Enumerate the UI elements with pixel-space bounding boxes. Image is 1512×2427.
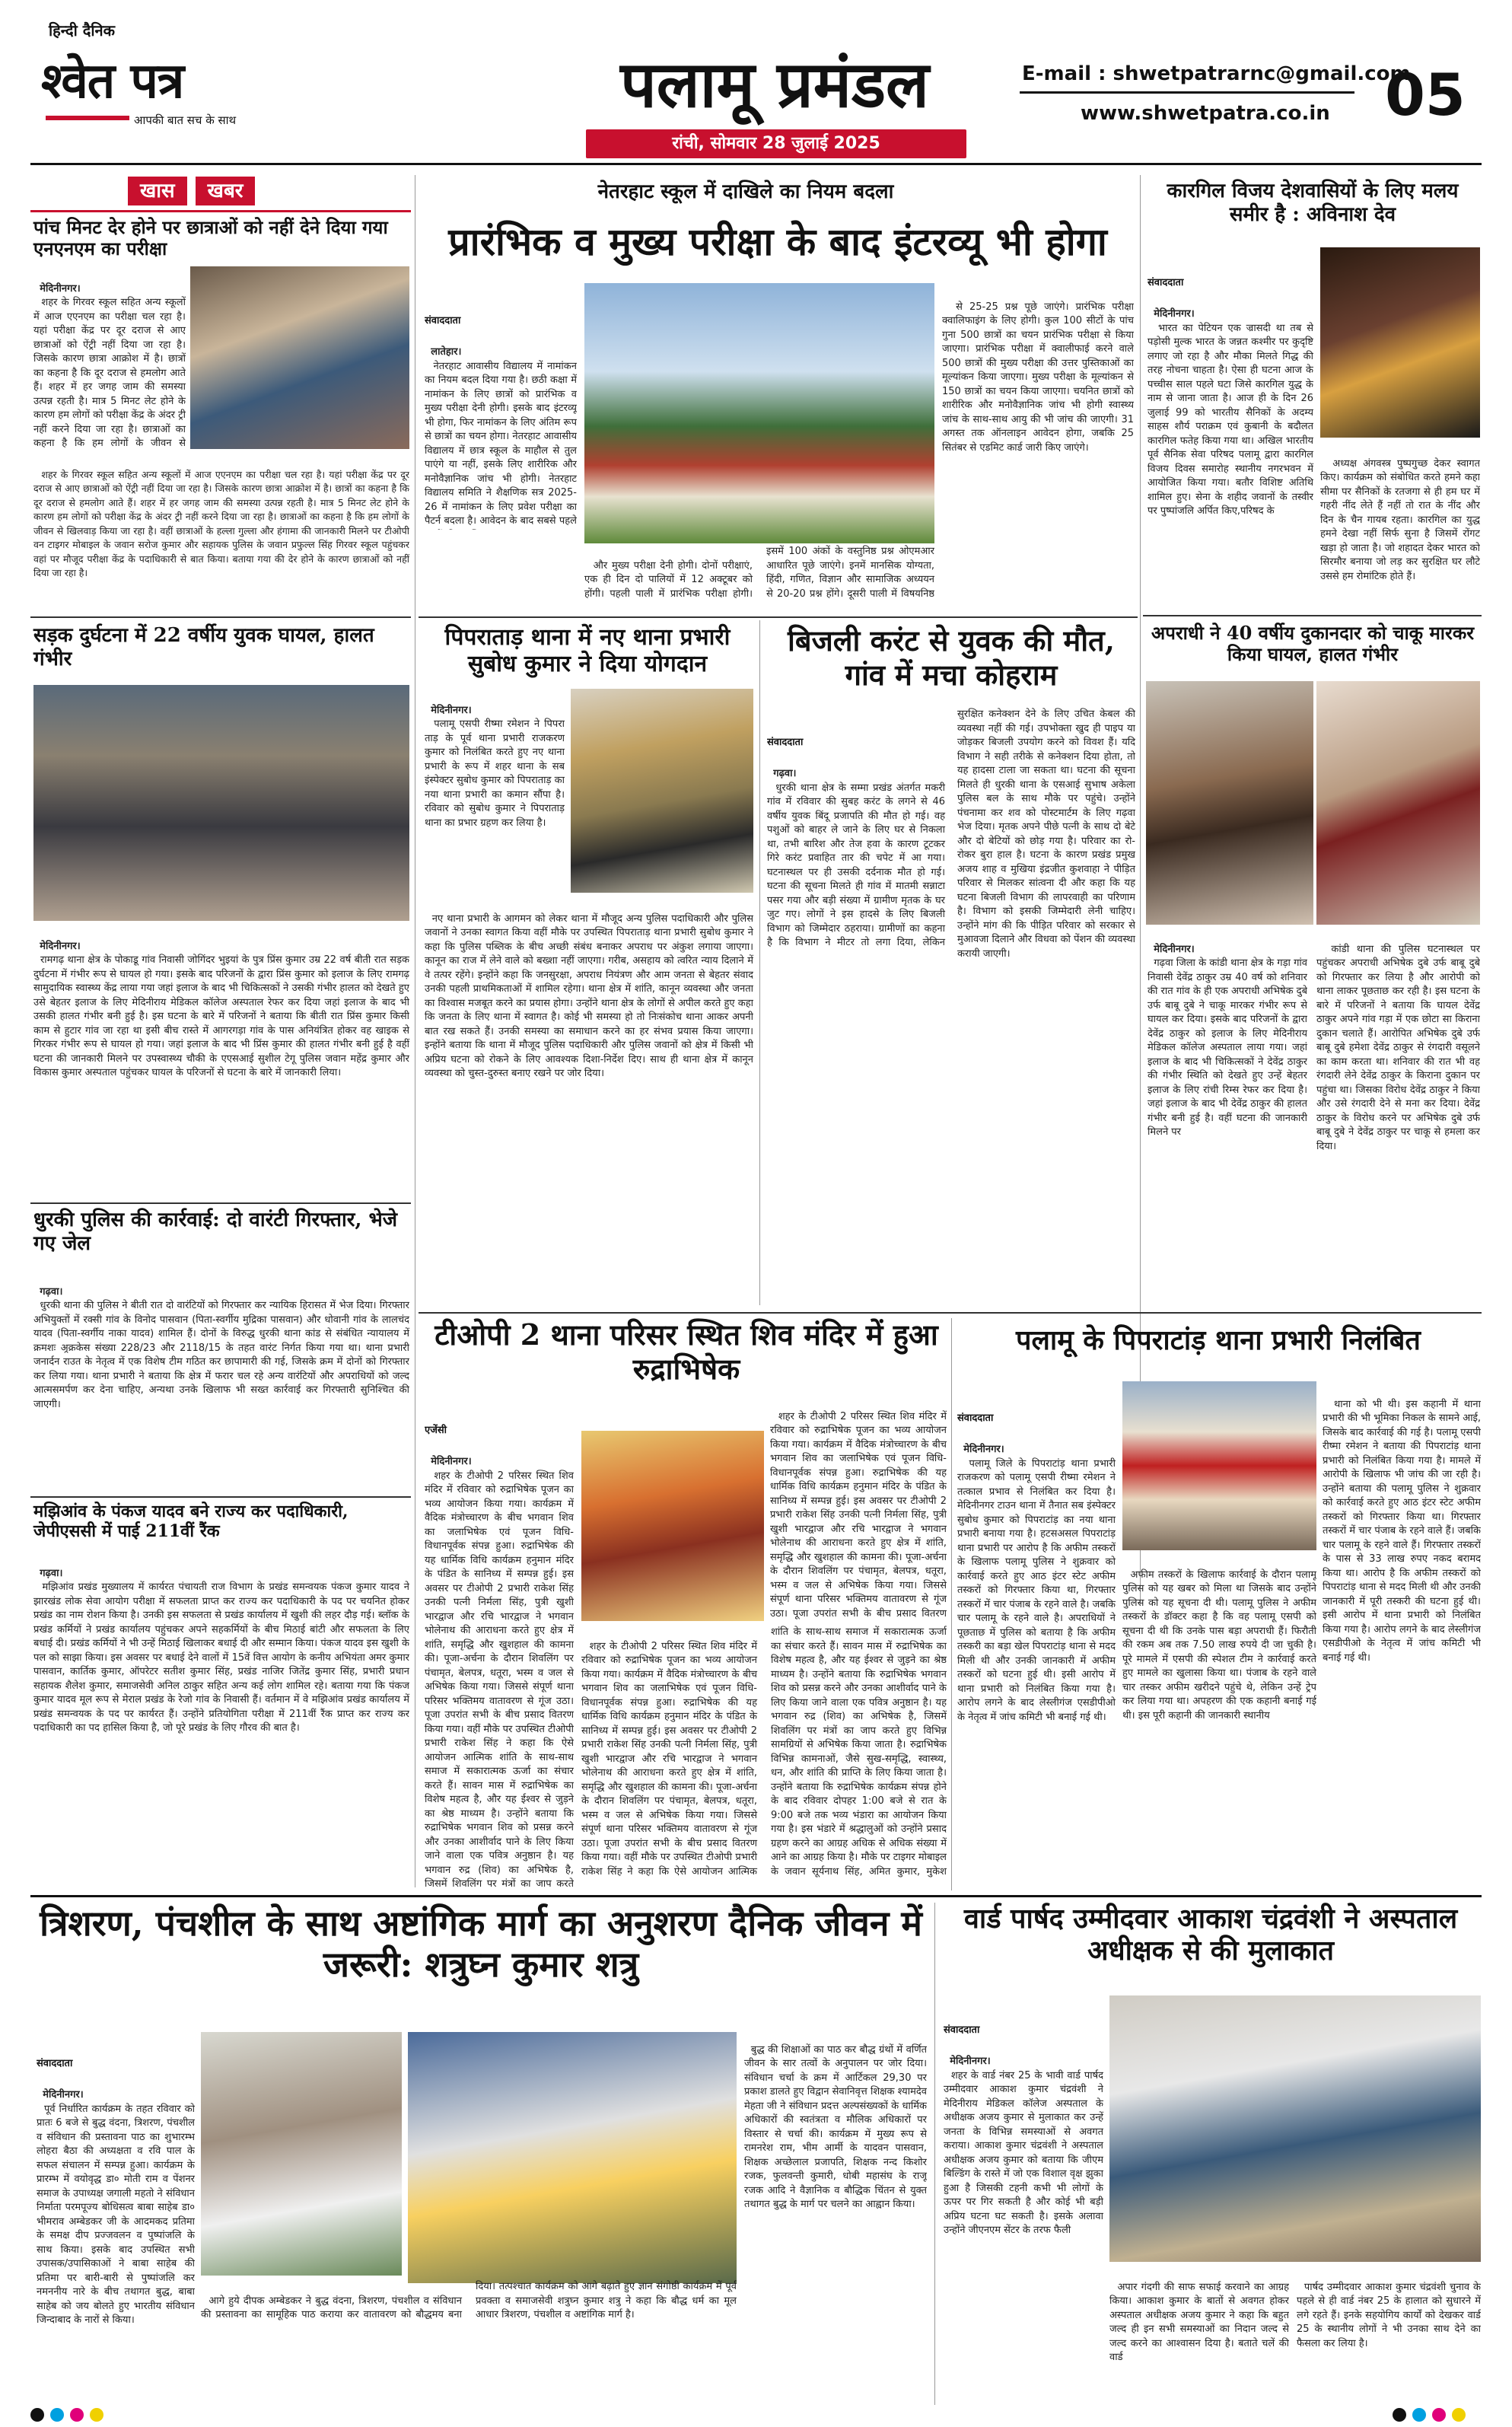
lead-dateline: लातेहार। <box>431 346 462 358</box>
date-bar <box>586 129 966 158</box>
reg-dot-yellow <box>90 2408 103 2422</box>
rule-s1 <box>30 616 411 618</box>
rule-kargil <box>1143 615 1482 616</box>
lead-text-left: नेतरहाट आवासीय विद्यालय में नामांकन का नियम बदल दिया गया है। छठी कक्षा में नामांकन के लिए छात्रों को प्रारंभिक व मुख्य परीक्षा देनी होगी। इसके बाद इंटरव्यू भी होगा, फिर नामांकन के लिए अंतिम रूप से छात्रों का चयन होगा। नेतरहाट आवासीय विद्यालय में छात्र स्कूल के माहौल से तुल पाएंगे या नहीं, इसके लिए शारीरिक और मनोवैज्ञानिक जांच भी होगी। नेतरहाट विद्यालय समिति ने शैक्षणिक सत्र 2025-26 में नामांकन के लिए प्रवेश परीक्षा का पैटर्न बदला है। आवेदन के बाद सबसे पहले <box>425 360 577 527</box>
lead-text-mid: और मुख्य परीक्षा देनी होगी। दोनों परीक्षाएं, एक ही दिन दो पालियों में 12 अक्टूबर को होंगी। पहली पाली में प्रारंभिक परीक्षा होगी। इसमें 100 अंकों के वस्तुनिष्ठ प्रश्न ओएमआर आधारित पूछे जाएंगे। इनमें मानसिक योग्यता, हिंदी, गणित, विज्ञान और सामाजिक अध्ययन से 20-20 प्रश्न होंगे। दूसरी पाली में विषयनिष्ठ <box>584 546 934 600</box>
kargil-body-left <box>1148 248 1313 610</box>
lead-body-mid <box>584 545 934 610</box>
nilambit-photo <box>1122 1381 1316 1550</box>
bijli-text: धुरकी थाना क्षेत्र के सम्मा प्रखंड अंतर्गत मकरी गांव में रविवार की सुबह करंट के लगने से 46 वर्षीय युवक बिंदू प्रजापति की मौत हो गई। वह पशुओं को बाहर ले जाने के लिए घर से निकला था, तभी बारिश और तेज हवा के कारण टूटकर गिरे करंट प्रवाहित तार की चपेट में आ गया। घटनास्थल पर ही उसकी दर्दनाक मौत हो गई। घटना की सूचना मिलते ही गांव में मातमी सन्नाटा पसर गया और बड़ी संख्या में ग्रामीण मृतक के घर जुट गए। लोगों ने इस हादसे के लिए बिजली विभाग को जिम्मेदार ठहराया। ग्रामीणों का कहना है कि विभाग ने मीटर तो लगा दिया, लेकिन सुरक्षित कनेक्शन देने के लिए उचित केबल की व्यवस्था नहीं की गई। उपभोक्ता खुद ही पाइप या जोड़कर बिजली उपयोग करने को विवश हैं। यदि विभाग ने सही तरीके से कनेक्शन दिया होता, तो यह हादसा टाला जा सकता था। घटना की सूचना मिलते ही धुरकी थाना के एसआई सुभाष अकेला पुलिस बल के साथ मौके पर पहुंचे। उन्होंने पंचनामा कर शव को पोस्टमार्टम के लिए गढ़वा भेज दिया। मृतक अपने पीछे पत्नी के साथ दो बेटे और दो बेटियों को छोड़ गया है। परिवार का रो-रोकर बुरा हाल है। घटना के कारण प्रखंड प्रमुख अजय शाह व मुखिया इंद्रजीत कुशवाहा ने पीड़ित परिवार से मिलकर सांत्वना दी और कहा कि यह घटना बिजली विभाग की लापरवाही का परिणाम है। विभाग को इसकी जिम्मेदारी लेनी चाहिए। उन्होंने मांग की कि पीड़ित परिवार को सरकार से मुआवजा दिलाने और विधवा को पेंशन की व्यवस्था करायी जाएगी। <box>767 709 1135 960</box>
nilambit-text-mid: अफीम तस्करों के खिलाफ कार्रवाई के दौरान पलामू पुलिस को यह खबर को मिला था जिसके बाद उन्होंने पुलिस को यह सूचना दी थी। पलामू पुलिस ने अफीम तस्करों के डॉक्टर कहा है कि वह पलामू एसपी को सूचना दी थी कि उनके पास बड़ा अपराधी हैं। फिरौती की रकम अब तक 7.50 लाख रुपये दी जा चुकी है। पूरे मामले में एसपी की स्पेशल टीम ने कार्रवाई करते हुए मामले का खुलासा किया था। पंजाब के रहने वाले चार तस्कर अफीम खरीदने पहुंचे थे, लेकिन उन्हें ट्रेप कर लिया गया था। अपहरण की एक कहानी बनाई गई थी। इस पूरी कहानी की जानकारी स्थानीय <box>1122 1569 1316 1722</box>
col-divider-bottom <box>934 1903 935 2405</box>
ward-text-right: पार्षद उम्मीदवार आकाश कुमार चंद्रवंशी चुनाव के पहले से ही वार्ड नंबर 25 के हालात को सुधारने में लगे रहते हैं। इनके सहयोगिय कार्यों को देखकर वार्ड 25 के स्थानीय लोगों ने भी उनका साथ देने का फैसला कर लिया है। <box>1297 2281 1481 2349</box>
khas-tag: खास <box>128 177 187 205</box>
ward-body-right <box>1297 2266 1481 2402</box>
issue-dateline: रांची, सोमवार 28 जुलाई 2025 <box>672 134 880 153</box>
trishran-body-right <box>744 2029 927 2402</box>
ward-byline: संवाददाता <box>944 2024 980 2036</box>
reg-dot-cyan <box>50 2408 64 2422</box>
nilambit-dateline: मेदिनीनगर। <box>963 1444 1004 1455</box>
nilambit-body-right <box>1323 1384 1481 1890</box>
brand-name: श्वेत पत्र <box>41 53 184 110</box>
ward-headline: वार्ड पार्षद उम्मीदवार आकाश चंद्रवंशी ने अस्पताल अधीक्षक से की मुलाकात <box>963 1903 1458 1967</box>
trishran-body-mid <box>201 2280 737 2402</box>
toppi-body-a <box>425 1396 574 1890</box>
header-website[interactable]: www.shwetpatra.co.in <box>1081 102 1330 125</box>
reg-dot-black <box>30 2408 44 2422</box>
story3-text: धुरकी थाना की पुलिस ने बीती रात दो वारंटियों को गिरफ्तार कर न्यायिक हिरासत में भेज दिया। गिरफ्तार अभियुक्तों में रक्सी गांव के विनोद पासवान (पिता-स्वर्गीय मुद्रिका पासवान) और धोवानी गांव के लालचंद यादव (पिता-स्वर्गीय नाका यादव) शामिल हैं। दोनों के विरुद्ध धुरकी थाना कांड से संबंधित न्यायालय में क्रमशः अ्रक्रकेस संख्या 228/23 और 2118/15 के तहत वारंट निर्गत किया गया था। थाना प्रभारी जनार्दन राउत के नेतृत्व में एक विशेष टीम गठित कर छापामारी की गई, जिसके क्रम में दोनों को गिरफ्तार कर लिया गया। थाना प्रभारी ने बताया कि क्षेत्र में फरार चल रहे अन्य वारंटियों और अपराधियों को जल्द आत्मसमर्पण कर देना चाहिए, अन्यथा उनके खिलाफ भी सख्त कार्रवाई कर गिरफ्तारी सुनिश्चित की जाएगी। <box>33 1300 409 1410</box>
reg-dot-magenta <box>70 2408 84 2422</box>
ward-photo <box>1109 1995 1481 2262</box>
story4-headline: मझिआंव के पंकज यादव बने राज्य कर पदाधिकारी, जेपीएससी में पाई 211वीं रैंक <box>33 1502 349 1541</box>
trishran-body-left <box>37 2029 195 2402</box>
trishran-dateline: मेदिनीनगर। <box>43 2089 84 2101</box>
page-number: 05 <box>1385 61 1466 129</box>
story3-body <box>33 1271 409 1492</box>
masthead-rule <box>30 163 1482 165</box>
toppi-byline: एजेंसी <box>425 1425 447 1436</box>
rule-bottom-section <box>30 1895 1482 1897</box>
section-title: पलामू प्रमंडल <box>620 46 929 122</box>
nilambit-text-top: पलामू जिले के पिपराटांड़ थाना प्रभारी राजकरण को पलामू एसपी रीष्मा रमेशन ने तत्काल प्रभाव से निलंबित कर दिया है। मेदिनीनगर टाउन थाना में तैनात सब इंस्पेक्टर सुबोध कुमार को पिपराटांड़ का नया थाना प्रभारी बनाया गया है। हटसअसल पिपराटांड़ थाना प्रभारी पर आरोप है कि अफीम तस्करों के खिलाफ पलामू पुलिस ने शुक्रवार को कार्रवाई करते हुए आठ इंटर स्टेट अफीम तस्करों को गिरफ्तार किया था, गिरफ्तार तस्करों में चार पंजाब के रहने वाले है। जबकि चार पलामू के रहने वाले है। अपराधियों ने पूछताछ में पुलिस को बताया है कि अफीम तस्करी का बड़ा खेल पिपराटांड़ थाना से मदद मिली थी और उनकी जानकारी में अफीम तस्करों को घटना हुई थी। इसी आरोप में थाना प्रभारी को निलंबित किया गया है। आरोप लगने के बाद लेस्लीगंज एसडीपीओ के नेतृत्व में जांच कमिटी भी बनाई गई थी। <box>957 1457 1116 1723</box>
pipratand-dateline: मेदिनीनगर। <box>431 704 472 716</box>
khabar-tag: खबर <box>196 177 256 205</box>
story2-body <box>33 925 409 1199</box>
toppi-photo <box>581 1431 764 1621</box>
nilambit-body-top <box>957 1384 1116 1890</box>
toppi-text-b: शहर के टीओपी 2 परिसर स्थित शिव मंदिर में रविवार को रुद्राभिषेक पूजन का भव्य आयोजन किया गया। कार्यक्रम में वैदिक मंत्रोच्चारण के बीच भगवान शिव का जलाभिषेक एवं पूजन विधि-विधानपूर्वक संपन्न हुआ। रुद्राभिषेक की यह धार्मिक विधि कार्यक्रम हनुमान मंदिर के पंडित के सानिध्य में सम्पन्न हुई। इस अवसर पर टीओपी 2 प्रभारी राकेश सिंह उनकी पत्नी निर्मला सिंह, पुत्री खुशी भारद्वाज और रचि भारद्वाज ने भगवान भोलेनाथ की आराधना करते हुए क्षेत्र में शांति, समृद्धि और खुशहाल की कामना की। पूजा-अर्चना के दौरान शिवलिंग पर पंचामृत, बेलपत्र, धतूरा, भस्म व जल से अभिषेक किया गया। जिससे संपूर्ण थाना परिसर भक्तिमय वातावरण से गूंज उठा। पूजा उपरांत सभी के बीच प्रसाद वितरण किया गया। वहीं मौके पर उपस्थित टीओपी प्रभारी राकेश सिंह ने कहा कि ऐसे आयोजन आत्मिक शांति के साथ-साथ समाज में सकारात्मक ऊर्जा का संचार करते हैं। सावन मास में रुद्राभिषेक का विशेष महत्व है, और यह ईश्वर से जुड़ने का श्रेष्ठ माध्यम है। उन्होंने बताया कि रुद्राभिषेक भगवान शिव को प्रसन्न करने और उनका आशीर्वाद पाने के लिए किया जाने वाला एक पवित्र अनुष्ठान है। यह भगवान रुद्र (शिव) का अभिषेक है, जिसमें शिवलिंग पर मंत्रों का जाप करते हुए विभिन्न सामग्रियों से अभिषेक किया जाता है। रुद्राभिषेक विभिन्न कामनाओं, जैसे सुख-समृद्धि, स्वास्थ्य, धन, और शांति की प्राप्ति के लिए किया जाता है। उन्होंने बताया कि रुद्राभिषेक कार्यक्रम संपन्न होने के बाद रविवार दोपहर 1:00 बजे से रात के 9:00 बजे तक भव्य भंडारा का आयोजन किया गया है। इस भंडारे में श्रद्धालुओं को उन्होंने प्रसाद ग्रहण करने का आग्रह अधिक से अधिक संख्या में आने का आग्रह किया है। मौके पर टाइगर मोबाइल के जवान सूर्यनाथ सिंह, अमित कुमार, मुकेश <box>581 1626 947 1878</box>
rule-mid-section <box>419 1312 1482 1314</box>
lead-body-left <box>425 286 577 530</box>
nilambit-body-mid <box>1122 1554 1316 1890</box>
brand-small: हिन्दी दैनिक <box>49 21 116 40</box>
rule-s2 <box>30 1202 411 1204</box>
kargil-body-right <box>1320 443 1480 610</box>
ward-text-mid: अपार गंदगी की साफ सफाई करवाने का आग्रह किया। आकाश कुमार के बातों से अवगत होकर अस्पताल अधीक्षक अजय कुमार ने कहा कि बहुत जल्द ही इन सभी समस्याओं का निदान जल्द से जल्द करने का आश्वासन दिया है। बताते चलें की वार्ड <box>1109 2281 1289 2363</box>
story2-photo <box>33 685 409 921</box>
lead-text-right: से 25-25 प्रश्न पूछे जाएंगे। प्रारंभिक परीक्षा क्वालिफाइंग के लिए होगी। कुल 100 सीटों के पांच गुना 500 छात्रों का चयन प्रारंभिक परीक्षा से किया जाएगा। प्रारंभिक परीक्षा में क्वालीफाई करने वाले 500 छात्रों की मुख्य परीक्षा की उत्तर पुस्तिकाओं का मूल्यांकन किया जाएगा। मुख्य परीक्षा के मूल्यांकन से 150 छात्रों का चयन किया जाएगा। चयनित छात्रों को शारीरिक और मनोवैज्ञानिक जांच भी होगी स्वास्थ्य जांच के साथ-साथ आयु की भी जांच की जाएगी। 31 अगस्त तक ऑनलाइन आवेदन होगा, जबकि 25 सितंबर से एडमिट कार्ड जारी किए जाएंगे। <box>942 301 1134 454</box>
pipratand-text-top: पलामू एसपी रीष्मा रमेशन ने पिपरा ताड़ के पूर्व थाना प्रभारी राजकरण कुमार को निलंबित करते हुए नए थाना प्रभारी के रूप में शहर थाना के सब इंस्पेक्टर सुबोध कुमार को पिपराताड़ का नया थाना प्रभारी का कमान सौंपा है। रविवार को सुबोध कुमार ने पिपराताड़ थाना का प्रभार ग्रहण कर लिया है। <box>425 718 565 829</box>
toppi-text-a: शहर के टीओपी 2 परिसर स्थित शिव मंदिर में रविवार को रुद्राभिषेक पूजन का भव्य आयोजन किया गया। कार्यक्रम में वैदिक मंत्रोच्चारण के बीच भगवान शिव का जलाभिषेक एवं पूजन विधि-विधानपूर्वक संपन्न हुआ। रुद्राभिषेक की यह धार्मिक विधि कार्यक्रम हनुमान मंदिर के पंडित के सानिध्य में सम्पन्न हुई। इस अवसर पर टीओपी 2 प्रभारी राकेश सिंह उनकी पत्नी निर्मला सिंह, पुत्री खुशी भारद्वाज और रचि भारद्वाज ने भगवान भोलेनाथ की आराधना करते हुए क्षेत्र में शांति, समृद्धि और खुशहाल की कामना की। पूजा-अर्चना के दौरान शिवलिंग पर पंचामृत, बेलपत्र, धतूरा, भस्म व जल से अभिषेक किया गया। जिससे संपूर्ण थाना परिसर भक्तिमय वातावरण से गूंज उठा। पूजा उपरांत सभी के बीच प्रसाद वितरण किया गया। वहीं मौके पर उपस्थित टीओपी प्रभारी राकेश सिंह ने कहा कि ऐसे आयोजन आत्मिक शांति के साथ-साथ समाज में सकारात्मक ऊर्जा का संचार करते हैं। सावन मास में रुद्राभिषेक का विशेष महत्व है, और यह ईश्वर से जुड़ने का श्रेष्ठ माध्यम है। उन्होंने बताया कि रुद्राभिषेक भगवान शिव को प्रसन्न करने और उनका आशीर्वाद पाने के लिए किया जाने वाला एक पवित्र अनुष्ठान है। यह भगवान रुद्र (शिव) का अभिषेक है, जिसमें शिवलिंग पर मंत्रों का जाप करते <box>425 1470 574 1890</box>
story4-body <box>33 1553 409 1887</box>
kargil-photo <box>1320 247 1480 438</box>
kargil-headline: कारगिल विजय देशवासियों के लिए मलय समीर है : अविनाश देव <box>1167 180 1459 226</box>
khas-khabar-tag <box>128 177 288 207</box>
apradhi-dateline: मेदिनीनगर। <box>1154 943 1195 955</box>
toppi-dateline: मेदिनीनगर। <box>431 1456 472 1467</box>
story2-headline: सड़क दुर्घटना में 22 वर्षीय युवक घायल, हालत गंभीर <box>33 624 374 670</box>
lead-photo <box>584 283 934 543</box>
story3-dateline: गढ़वा। <box>40 1285 63 1298</box>
story1-photo <box>190 266 409 449</box>
apradhi-body-left <box>1148 928 1307 1309</box>
bijli-dateline: गढ़वा। <box>773 768 797 779</box>
toppi-body-b <box>581 1626 947 1890</box>
toppi-text-c: शहर के टीओपी 2 परिसर स्थित शिव मंदिर में रविवार को रुद्राभिषेक पूजन का भव्य आयोजन किया गया। कार्यक्रम में वैदिक मंत्रोच्चारण के बीच भगवान शिव का जलाभिषेक एवं पूजन विधि-विधानपूर्वक संपन्न हुआ। रुद्राभिषेक की यह धार्मिक विधि कार्यक्रम हनुमान मंदिर के पंडित के सानिध्य में सम्पन्न हुई। इस अवसर पर टीओपी 2 प्रभारी राकेश सिंह उनकी पत्नी निर्मला सिंह, पुत्री खुशी भारद्वाज और रचि भारद्वाज ने भगवान भोलेनाथ की आराधना करते हुए क्षेत्र में शांति, समृद्धि और खुशहाल की कामना की। पूजा-अर्चना के दौरान शिवलिंग पर पंचामृत, बेलपत्र, धतूरा, भस्म व जल से अभिषेक किया गया। जिससे संपूर्ण थाना परिसर भक्तिमय वातावरण से गूंज उठा। पूजा उपरांत सभी के बीच प्रसाद वितरण <box>770 1410 947 1620</box>
nilambit-byline: संवाददाता <box>957 1413 994 1424</box>
nilambit-headline: पलामू के पिपराटांड़ थाना प्रभारी निलंबित <box>1016 1324 1421 1356</box>
apradhi-body-right <box>1316 928 1480 1309</box>
reg-dot-yellow-2 <box>1452 2408 1466 2422</box>
pipratand-photo <box>571 689 753 893</box>
apradhi-text-right: कांडी थाना की पुलिस घटनास्थल पर पहुंचकर अपराधी अभिषेक दुबे उर्फ बाबू दुबे को गिरफ्तार कर लिया है और आरोपी को थाना लाकर पूछताछ कर रही है। इस घटना के बारे में परिजनों ने बताया कि घायल देवेंद्र ठाकुर अपने गांव गड़ा में एक छोटा सा किराना दुकान चलाते हैं। आरोपित अभिषेक दुबे उर्फ बाबू दुबे हमेशा देवेंद्र ठाकुर से रंगदारी वसूलने का काम करता था। शनिवार की रात भी वह रंगदारी लेने देवेंद्र ठाकुर के किराना दुकान पर पहुंचा था। जिसका विरोध देवेंद्र ठाकुर ने किया और उसे रंगदारी देने से मना कर दिया। देवेंद्र ठाकुर के विरोध करने पर अभिषेक दुबे उर्फ बाबू दुबे ने देवेंद्र ठाकुर पर चाकू से हमला कर दिया। <box>1316 943 1480 1152</box>
story2-text: रामगढ़ थाना क्षेत्र के पोकाडू गांव निवासी जोगिंदर भुइयां के पुत्र प्रिंस कुमार उम्र 22 वर्ष बीती रात सड़क दुर्घटना में गंभीर रूप से घायल हो गया। इसके बाद परिजनों के द्वारा प्रिंस कुमार को इलाज के लिए रामगढ़ सामुदायिक स्वास्थ्य केंद्र लाया गया जहां इलाज के बाद भी चिकित्सकों ने उसकी गंभीर हालत को देखते हुए उसे बेहतर इलाज के लिए मेदिनीराय मेडिकल कॉलेज अस्पताल रेफर कर दिया जहां इलाज के बाद भी उसकी हालत गंभीर बनी हुई है। इस घटना के बारे में परिजनों ने बताया कि बीती रात प्रिंस कुमार किसी काम से हुटार गांव जा रहा था इसी बीच रास्ते में आगरगड़ा गांव के पास अनियंत्रित होकर वह खाइक से गिरकर गंभीर रूप से घायल हो गया। जहां इलाज के बाद भी प्रिंस कुमार की हालत गंभीर बनी हुई है वहीं घटना की जानकारी मिलने पर उपस्वास्थ्य चौकी के एएसआई सुशील टेगू पुलिस जवान महेंद्र कुमार और विकास कुमार अस्पताल पहुंचकर घायल के परिजनों से घटना के बारे में जानकारी लिया। <box>33 954 409 1078</box>
bijli-headline: बिजली करंट से युवक की मौत, गांव में मचा कोहराम <box>788 623 1115 692</box>
trishran-headline: त्रिशरण, पंचशील के साथ अष्टांगिक मार्ग का अनुशरण दैनिक जीवन में जरूरी: शत्रुघ्न कुमार शत्रु <box>40 1903 922 1986</box>
story1-dateline: मेदिनीनगर। <box>40 282 81 295</box>
story1-body <box>33 268 186 451</box>
ward-text-left: शहर के वार्ड नंबर 25 के भावी वार्ड पार्षद उम्मीदवार आकाश कुमार चंद्रवंशी ने मेदिनीराय मेडिकल कॉलेज अस्पताल के अधीक्षक अजय कुमार से मुलाकात कर उन्हें जनता के विभिन्न समस्याओं से अवगत कराया। आकाश कुमार चंद्रवंशी ने अस्पताल अधीक्षक अजय कुमार को बताया कि जीएम बिल्डिंग के रास्ते में जो एक विशाल वृक्ष झुका हुआ है जिसकी टहनी कभी भी लोगों के ऊपर पर गिर सकती है और कोई भी बड़ी अप्रिय घटना घट सकती है। इसके अलावा उन्होंने जीएनएम सेंटर के तरफ फैली <box>944 2069 1103 2236</box>
lead-kicker: नेतरहाट स्कूल में दाखिले का नियम बदला <box>597 180 894 203</box>
trishran-byline: संवाददाता <box>37 2058 73 2069</box>
trishran-photo-1 <box>201 2032 402 2276</box>
trishran-text-left: पूर्व निर्धारित कार्यक्रम के तहत रविवार को प्रातः 6 बजे से बुद्ध वंदना, त्रिशरण, पंचशील व संविधान की प्रस्तावना पाठ का शुभारम्भ लोहरा बैठा की अध्यक्षता व रवि पाल के सफल संचालन में सम्पन्न हुआ। कार्यक्रम के प्रारम्भ में वयोवृद्ध डा० मोती राम व पेंशनर समाज के उपाध्यक्ष जगाली महतो ने संविधान निर्माता परमपूज्य बोधिसत्व बाबा साहेब डा० भीमराव अम्बेडकर जी के आदमकद प्रतिमा के समक्ष दीप प्रज्जवलन व पुष्पांजलि के साथ किया। इसके बाद उपस्थित सभी उपासक/उपासिकाओं ने बाबा साहेब की प्रतिमा पर बारी-बारी से पुष्पांजलि कर नमननीय नारे के बीच तथागत बुद्ध, बाबा साहेब को जय बोलते हुए भारतीय संविधान जिन्दाबाद के नारों से किया। <box>37 2103 195 2326</box>
col-divider-toppi <box>951 1318 952 1890</box>
ward-body-mid <box>1109 2266 1289 2402</box>
masthead <box>0 0 1512 153</box>
header-divider-lines <box>1020 91 1354 94</box>
bijli-body <box>767 708 1135 1309</box>
story2-dateline: मेदिनीनगर। <box>40 940 81 952</box>
apradhi-photo <box>1146 681 1313 925</box>
pipratand-text-bottom: नए थाना प्रभारी के आगमन को लेकर थाना में मौजूद अन्य पुलिस पदाधिकारी और पुलिस जवानों ने उनका स्वागत किया वहीं मौके पर उपस्थित पिपराताड़ थाना प्रभारी सुबोध कुमार ने कहा कि पुलिस पब्लिक के बीच अच्छी संबंध बनाकर अपराध पर अंकुश लगाया जाएगा। कानून का राज में लेने वाले को बख्शा नहीं जाएगा। गरीब, असहाय को त्वरित न्याय दिलाने में वे तत्पर रहेंगे। इन्होंने कहा कि जनसुरक्षा, अपराध नियंत्रण और आम जनता से बेहतर संवाद उनकी पहली प्राथमिकताओं में शामिल रहेगा। थाना क्षेत्र में शांति, कानून व्यवस्था और जनता का विश्वास मजबूत करने का प्रयास होगा। उन्होंने थाना क्षेत्र के लोगों से अपील करते हुए कहा कि जनता के लिए थाना में स्वागत है। कोई भी समस्या हो तो निःसंकोच थाना आकर अपनी बात रख सकते हैं। उनकी समस्या का समाधान करने का हर संभव प्रयास किया जाएगा। इन्होंने बताया कि थाना में मौजूद पुलिस पदाधिकारी और पुलिस जवानों को क्षेत्र में किसी भी अप्रिय घटना को रोकने के लिए आवश्यक दिशा-निर्देश दिए। साथ ही थाना क्षेत्र में कानून व्यवस्था को चुस्त-दुरुस्त बनाए रखने पर जोर दिया। <box>425 913 753 1079</box>
toppi-body-c <box>770 1396 947 1621</box>
reg-dot-black-2 <box>1393 2408 1406 2422</box>
footer-register-marks <box>0 2406 1512 2425</box>
brand-tagline: आपकी बात सच के साथ <box>134 113 237 127</box>
trishran-photo-2 <box>408 2032 737 2283</box>
ward-dateline: मेदिनीनगर। <box>950 2056 991 2067</box>
col-divider-mid <box>759 620 760 1305</box>
trishran-text-right: बुद्ध की शिक्षाओं का पाठ कर बौद्ध ग्रंथों में वर्णित जीवन के सार तत्वों के अनुपालन पर जोर दिया। संविधान चर्चा के क्रम में आर्टिकल 29,30 पर प्रकाश डालते हुए विद्वान सेवानिवृत्त शिक्षक श्यामदेव मेहता जी ने संविधान प्रदत्त अल्पसंख्यकों के धार्मिक अधिकारों की स्वतंत्रता व मौलिक अधिकारों पर विस्तार से चर्चा की। कार्यक्रम में मुख्य रूप से रामनरेश राम, भीम आर्मी के यादवन पासवान, शिक्षक अच्छेलाल प्रजापति, शिक्षक नन्द किशोर रजक, फुलवन्ती कुमारी, धोबी महासंघ के राजू रजक आदि ने वैज्ञानिक व बौद्धिक चिंतन से युक्त तथागत बुद्ध के मार्ग पर चलने का आह्वान किया। <box>744 2043 927 2210</box>
nilambit-text-right: थाना को भी थी। इस कहानी में थाना प्रभारी की भी भूमिका निकल के सामने आई, जिसके बाद कार्रवाई की गई है। पलामू एसपी रीष्मा रमेशन ने बताया की पिपराटांड़ थाना प्रभारी को निलंबित किया गया है। मामले में आरोपी के खिलाफ भी जांच की जा रही है। उन्होंने बताया की पलामू पुलिस ने शुक्रवार को कार्रवाई करते हुए आठ इंटर स्टेट अफीम तस्करों को गिरफ्तार किया था। गिरफ्तार तस्करों में चार पंजाब के रहने वाले हैं। जबकि चार पलामू के रहने वाले हैं। गिरफ्तार तस्करों के पास से 33 लाख रुपए नकद बरामद किया था। आरोप है कि अफीम तस्करों को पिपराटांड़ थाना से मदद मिली थी और उनकी जानकारी में पूरी तस्करी की घटना हुई थी। इसी आरोप में थाना प्रभारी को निलंबित किया गया है। आरोप लगने के बाद लेस्लीगंज एसडीपीओ के नेतृत्व में जांच कमिटी भी बनाई गई थी। <box>1323 1398 1481 1664</box>
apradhi-headline: अपराधी ने 40 वर्षीय दुकानदार को चाकू मारकर किया घायल, हालत गंभीर <box>1151 622 1475 666</box>
kargil-dateline: मेदिनीनगर। <box>1154 308 1195 320</box>
ward-body-left <box>944 1995 1103 2402</box>
story1-text-cont: शहर के गिरवर स्कूल सहित अन्य स्कूलों में आज एएनएम का परीक्षा चल रहा है। यहां परीक्षा केंद्र पर दूर दराज से आए छात्राओं को ऐंट्री नहीं दिया जा रहा है। जिसके कारण छात्रा आक्रोश में है। छात्रों का कहना है कि दूर दराज से हमलोग आते हैं। शहर में हर जगह जाम की समस्या उत्पन्न रहती है। मात्र 5 मिनट लेट होने के कारण हम लोगों को परीक्षा केंद्र के अंदर ट्री नहीं करने दिया जा रहा है। छात्राओं का कहना है कि हम लोगों के जीवन से खिलवाड़ किया जा रहा है। वहीं छात्राओं के हल्ला गुल्ला और हंगामा की जानकारी मिलने पर टीओपी वन टाइगर मोबाइल के जवान सरोज कुमार और सहायक पुलिस के जवान प्रफुल्ल सिंह गिरवर स्कूल पहुंचकर वहां पर मौजूद परीक्षा केंद्र के पदाधिकारी से बात किया। बताया गया की देर होने के कारण छात्राओं को नहीं दिया जा रहा है। <box>33 468 409 578</box>
trishran-text-mid: आगे हुये दीपक अम्बेडकर ने बुद्ध वंदना, त्रिशरण, पंचशील व संविधान की प्रस्तावना का सामूहिक पाठ कराया कर वातावरण को बौद्धमय बना दिया। तत्पश्चात कार्यक्रम को आगे बढ़ाते हुए ज्ञान संगोष्ठी कार्यक्रम में पूर्व प्रवक्ता व समाजसेवी शत्रुघ्न कुमार शत्रु ने कहा कि बौद्ध धर्म का मूल आधार त्रिशरण, पंचशील व अष्टांगिक मार्ग है। <box>201 2281 737 2320</box>
pipratand-body-bottom <box>425 898 753 1309</box>
reg-dot-magenta-2 <box>1432 2408 1446 2422</box>
kargil-byline: संवाददाता <box>1148 277 1184 288</box>
toppi-headline: टीओपी 2 थाना परिसर स्थित शिव मंदिर में हुआ रुद्राभिषेक <box>435 1317 938 1386</box>
reg-dot-cyan-2 <box>1412 2408 1426 2422</box>
kargil-text-left: भारत का पेटियन एक ज्रासदी था तब से पड़ोसी मुल्क भारत के जन्नत कश्मीर पर कुदृष्टि लगाए जो रहा है और मौका मिलते गिद्ध की तरह नोचना चाहता है। ऐसा ही घटना आज के पच्चीस साल पहले घटा जिसे कारगिल युद्ध के नाम से जाना जाता है। आज ही के दिन 26 जुलाई 99 को भारतीय सैनिकों के अदम्य साहस शौर्य पराक्रम एवं कुबानी के बदौलत कारगिल फतेह किया गया था। अखिल भारतीय पूर्व सैनिक सेवा परिषद पलामू द्वारा कारगिल विजय दिवस समारोह स्थानीय नगरभवन में आयोजित किया गया। बतौर विशिष्ट अतिथि शामिल हुए। सेना के शहीद जवानों के तस्वीर पर पुष्पांजलि अर्पित किए,परिषद के <box>1148 322 1313 517</box>
story1-body-continued <box>33 454 409 610</box>
pipratand-headline: पिपराताड़ थाना में नए थाना प्रभारी सुबोध कुमार ने दिया योगदान <box>444 624 731 678</box>
header-email[interactable]: E-mail : shwetpatrarnc@gmail.com <box>1022 62 1411 85</box>
lead-body-right <box>942 286 1134 610</box>
kargil-text-right: अध्यक्ष अंगवस्त्र पुष्पगुच्छ देकर स्वागत किए। कार्यक्रम को संबोधित करते हमने कहा सीमा पर सैनिकों के रतजगा से ही हम घर में गहरी नींद लेते हैं नहीं तो रात के नींद और दिन के चैन गायब रहता। कारगिल का युद्ध हमने देखा नहीं सिर्फ सुना है जिसमें रोंगट खड़ा हो जाता है। जो शहादत देकर भारत को सिरमौर बनाया जो लड़ कर सुरक्षित घर लौटे उससे हम रोमांटिक होते हैं। <box>1320 457 1480 582</box>
pipratand-body-top <box>425 690 565 893</box>
apradhi-photo-2 <box>1316 681 1480 925</box>
story1-headline: पांच मिनट देर होने पर छात्राओं को नहीं देने दिया गया एनएनएम का परीक्षा <box>33 216 388 260</box>
lead-headline: प्रारंभिक व मुख्य परीक्षा के बाद इंटरव्यू भी होगा <box>448 219 1107 264</box>
rule-lead <box>419 616 1138 618</box>
brand-underline <box>46 116 129 120</box>
story1-text: शहर के गिरवर स्कूल सहित अन्य स्कूलों में आज एएनएम का परीक्षा चल रहा है। यहां परीक्षा केंद्र पर दूर दराज से आए छात्राओं को ऐंट्री नहीं दिया जा रहा है। जिसके कारण छात्रा आक्रोश में है। छात्रों का कहना है कि दूर दराज से हमलोग आते हैं। शहर में हर जगह जाम की समस्या उत्पन्न रहती है। मात्र 5 मिनट लेट होने के कारण हम लोगों को परीक्षा केंद्र के अंदर ट्री नहीं करने दिया जा रहा है। छात्राओं का कहना है कि हम लोगों के जीवन से <box>33 297 186 449</box>
story4-text: मझिआंव प्रखंड मुख्यालय में कार्यरत पंचायती राज विभाग के प्रखंड समन्वयक पंकज कुमार यादव ने झारखंड लोक सेवा आयोग परीक्षा में सफलता प्राप्त कर राज्य कर पदाधिकारी के पद पर चयनित होकर प्रखंड का नाम रोशन किया है। उनकी इस सफलता से प्रखंड कार्यालय में खुशी की लहर दौड़ गई। ब्लॉक के प्रखंड कर्मियों ने प्रखंड कार्यालय पहुंचकर अपने सहकर्मियों के बीच मिठाई बांटी और सफलता के लिए बधाई दी। प्रखंड कर्मियों ने भी उन्हें मिठाई खिलाकर बधाई दी और सम्मान किया। पंकज यादव इस खुशी के पल को साझा किया। इस अवसर पर बधाई देने वालों में 15वें वित्त आयोग के कनीय अभियंता अमर कुमार पासवान, कार्तिक कुमार, ऑपरेटर सतीश कुमार सिंह, प्रखंड नाजिर जितेंद्र कुमार सिंह, प्रभारी प्रधान सहायक शैलेश कुमार, समाजसेवी अनिल ठाकुर सहित अन्य कई लोग शामिल रहे। बताया गया कि पंकज कुमार यादव मूल रूप से मेराल प्रखंड के रेजो गांव के निवासी हैं। वर्तमान में वे मझिआंव प्रखंड कार्यालय में प्रखंड समन्वयक के पद पर कार्यरत हैं। उन्होंने प्रतियोगिता परीक्षा में 211वीं रैंक प्राप्त कर राज्य कर पदाधिकारी का पद हासिल किया है, जो पूरे प्रखंड के लिए गौरव की बात है। <box>33 1581 409 1734</box>
story4-dateline: गढ़वा। <box>40 1567 63 1579</box>
bijli-byline: संवाददाता <box>767 737 804 748</box>
lead-byline: संवाददाता <box>425 315 461 326</box>
khas-rule <box>30 210 411 212</box>
rule-s3 <box>30 1496 411 1498</box>
story3-headline: धुरकी पुलिस की कार्रवाई: दो वारंटी गिरफ्तार, भेजे गए जेल <box>33 1209 398 1255</box>
apradhi-text-left: गढ़वा जिला के कांडी थाना क्षेत्र के गड़ा गांव निवासी देवेंद्र ठाकुर उम्र 40 वर्ष को शनिवार की रात गांव के ही एक अपराधी अभिषेक दुबे उर्फ बाबू दुबे ने चाकू मारकर गंभीर रूप से घायल कर दिया। इसके बाद परिजनों के द्वारा देवेंद्र ठाकुर को इलाज के लिए मेदिनीराय मेडिकल कॉलेज अस्पताल लाया गया। जहां इलाज के बाद भी चिकित्सकों ने देवेंद्र ठाकुर की गंभीर स्थिति को देखते हुए उन्हें बेहतर इलाज के लिए रांची रिम्स रेफर कर दिया है। जहां इलाज के बाद भी देवेंद्र ठाकुर की हालत गंभीर बनी हुई है। वहीं घटना की जानकारी मिलने पर <box>1148 957 1307 1138</box>
